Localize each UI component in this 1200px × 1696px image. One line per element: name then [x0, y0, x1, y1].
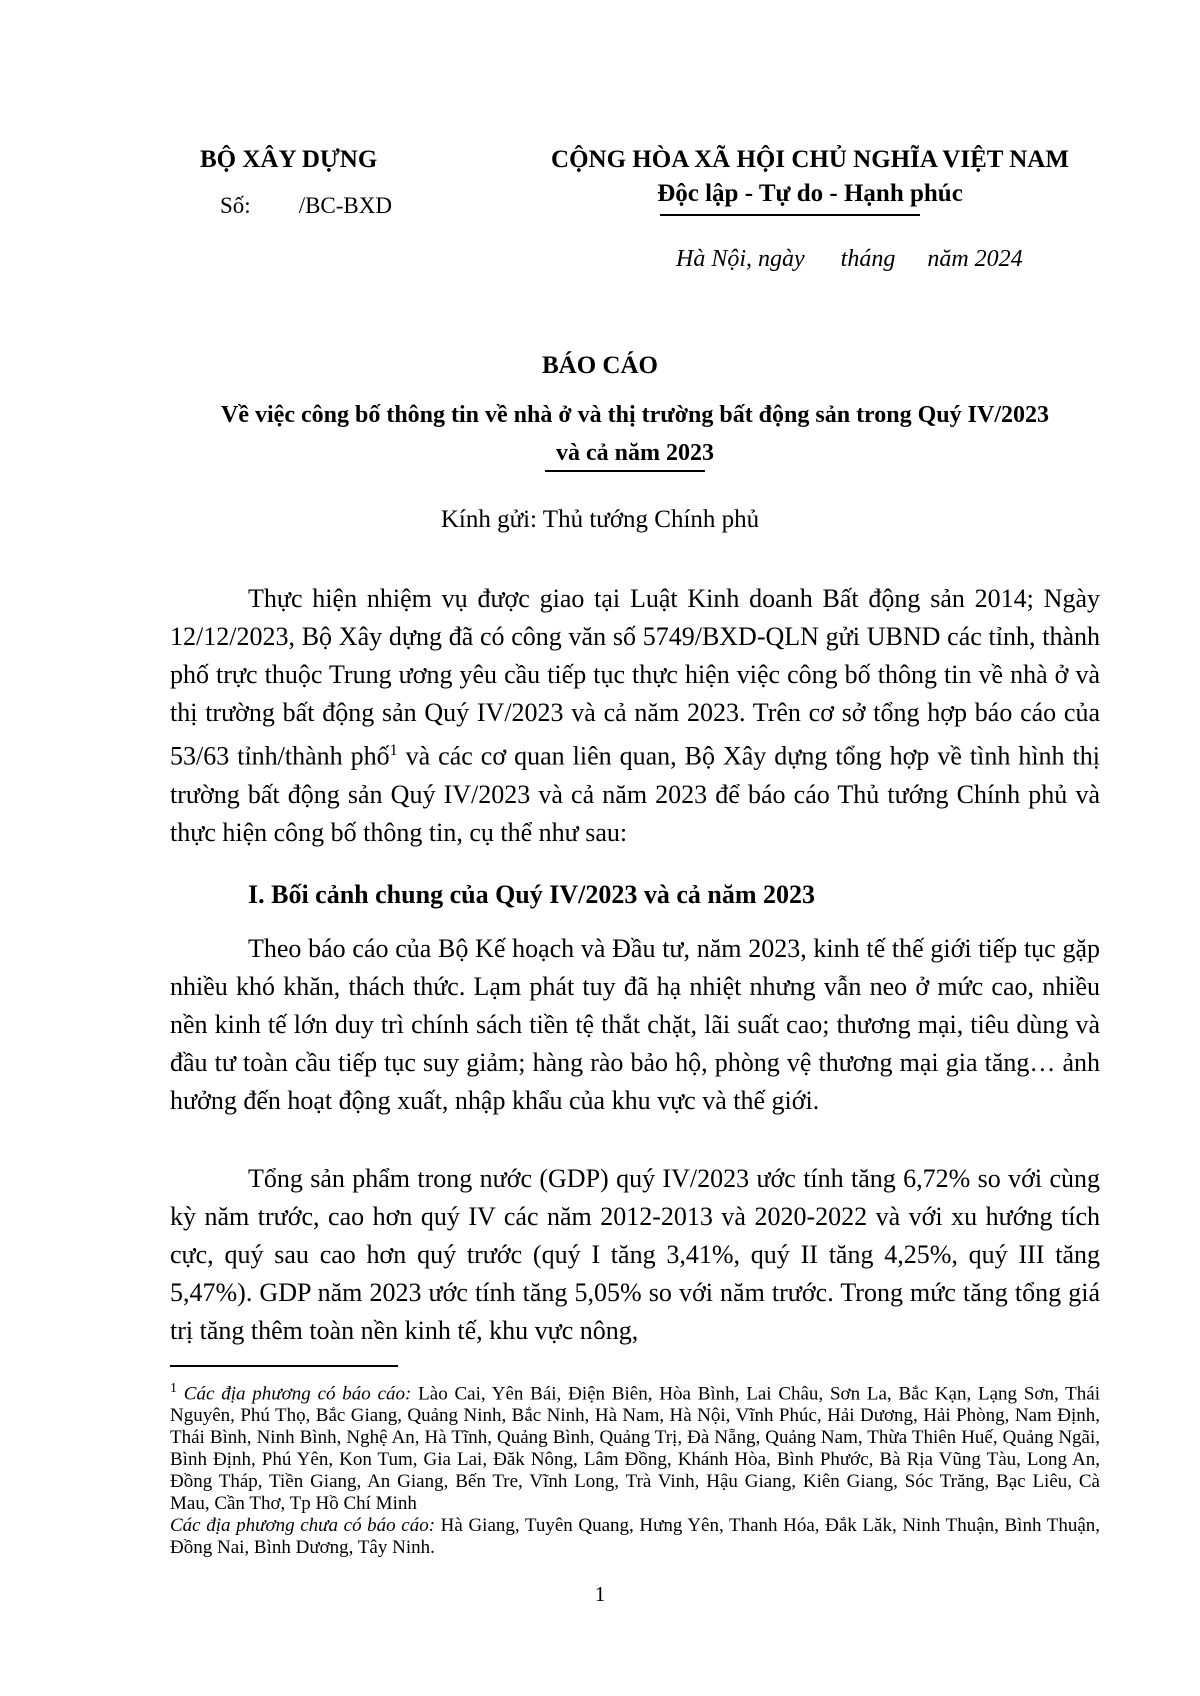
- footnote-reference[interactable]: 1: [389, 742, 398, 759]
- context-paragraph-text: Theo báo cáo của Bộ Kế hoạch và Đầu tư, năm 2023, kinh tế thế giới tiếp tục gặp nhiều khó khăn, thách thức. Lạm phát tuy đã hạ nhiệt nhưng vẫn neo ở mức cao, nhiều nền kinh tế lớn duy trì chính sách tiền tệ thắt chặt, lãi suất cao; thương mại, tiêu dùng và đầu tư toàn cầu tiếp tục suy giảm; hàng rào bảo hộ, phòng vệ thương mại gia tăng… ảnh hưởng đến hoạt động xuất, nhập khẩu của khu vực và thế giới.: [170, 934, 1100, 1115]
- place-date-part2: tháng: [840, 246, 896, 272]
- footnote-unreported-list: Hà Giang, Tuyên Quang, Hưng Yên, Thanh Hóa, Đắk Lăk, Ninh Thuận, Bình Thuận, Đồng Nai, Bình Dương, Tây Ninh.: [170, 1515, 1101, 1559]
- recipient-line: Kính gửi: Thủ tướng Chính phủ: [440, 506, 760, 533]
- subtitle-line-2: và cả năm 2023: [556, 440, 714, 466]
- place-date-part3: năm 2024: [927, 246, 1023, 272]
- footnote-reported: [170, 1378, 1100, 1515]
- document-number-prefix: Số:: [220, 193, 251, 218]
- section-heading: I. Bối cảnh chung của Quý IV/2023 và cả năm 2023: [248, 880, 816, 909]
- motto-underline: [660, 214, 920, 216]
- footnote-reported-list: Lào Cai, Yên Bái, Điện Biên, Hòa Bình, Lai Châu, Sơn La, Bắc Kạn, Lạng Sơn, Thái Nguyên, Phú Thọ, Bắc Giang, Quảng Ninh, Bắc Ninh, Hà Nam, Hà Nội, Vĩnh Phúc, Hải Dương, Hải Phòng, Nam Định, Thái Bình, Ninh Bình, Nghệ An, Hà Tĩnh, Quảng Bình, Quảng Trị, Đà Nẵng, Quảng Nam, Thừa Thiên Huế, Quảng Ngãi, Bình Định, Phú Yên, Kon Tum, Gia Lai, Đăk Nông, Lâm Đồng, Khánh Hòa, Bình Phước, Bà Rịa Vũng Tàu, Long An, Đồng Tháp, Tiền Giang, An Giang, Bến Tre, Vĩnh Long, Trà Vinh, Hậu Giang, Kiên Giang, Sóc Trăng, Bạc Liêu, Cà Mau, Cần Thơ, Tp Hồ Chí Minh: [170, 1383, 1100, 1515]
- national-title: CỘNG HÒA XÃ HỘI CHỦ NGHĨA VIỆT NAM: [551, 146, 1069, 173]
- footnote-separator: [170, 1365, 398, 1367]
- footnote: [170, 1378, 1100, 1559]
- document-number-suffix: /BC-BXD: [298, 193, 392, 218]
- intro-text-a: Thực hiện nhiệm vụ được giao tại Luật Kinh doanh Bất động sản 2014; Ngày 12/12/2023, Bộ Xây dựng đã có công văn số 5749/BXD-QLN gửi UBND các tỉnh, thành phố trực thuộc Trung ương yêu cầu tiếp tục thực hiện việc công bố thông tin về nhà ở và thị trường bất động sản Quý IV/2023 và cả năm 2023. Trên cơ sở tổng hợp báo cáo của 53/63 tỉnh/thành phố: [170, 584, 1100, 771]
- place-date-part1: Hà Nội, ngày: [676, 246, 805, 272]
- gdp-paragraph-text: Tổng sản phẩm trong nước (GDP) quý IV/2023 ước tính tăng 6,72% so với cùng kỳ năm trước, cao hơn quý IV các năm 2012-2013 và 2020-2022 và với xu hướng tích cực, quý sau cao hơn quý trước (quý I tăng 3,41%, quý II tăng 4,25%, quý III tăng 5,47%). GDP năm 2023 ước tính tăng 5,05% so với năm trước. Trong mức tăng tổng giá trị tăng thêm toàn nền kinh tế, khu vực nông,: [170, 1164, 1100, 1345]
- gdp-paragraph: [170, 1160, 1100, 1350]
- context-paragraph: [170, 930, 1100, 1120]
- document-title: BÁO CÁO: [542, 352, 658, 379]
- national-motto: Độc lập - Tự do - Hạnh phúc: [657, 180, 963, 207]
- footnote-unreported-label: Các địa phương chưa có báo cáo:: [170, 1515, 436, 1537]
- document-subtitle: [170, 396, 1100, 472]
- subtitle-line-1: Về việc công bố thông tin về nhà ở và thị trường bất động sản trong Quý IV/2023: [221, 402, 1049, 428]
- place-and-date: [676, 246, 1023, 273]
- page-number: 1: [594, 1582, 606, 1606]
- intro-text-b: và các cơ quan liên quan, Bộ Xây dựng tổng hợp về tình hình thị trường bất động sản Quý IV/2023 và cả năm 2023 để báo cáo Thủ tướng Chính phủ và thực hiện công bố thông tin, cụ thể như sau:: [170, 741, 1100, 847]
- subtitle-underline: [545, 470, 705, 472]
- footnote-unreported: [170, 1515, 1100, 1559]
- footnote-reported-label: Các địa phương có báo cáo:: [183, 1383, 412, 1405]
- footnote-number: 1: [170, 1381, 177, 1396]
- intro-paragraph: [170, 580, 1100, 852]
- issuing-agency: BỘ XÂY DỰNG: [200, 146, 378, 173]
